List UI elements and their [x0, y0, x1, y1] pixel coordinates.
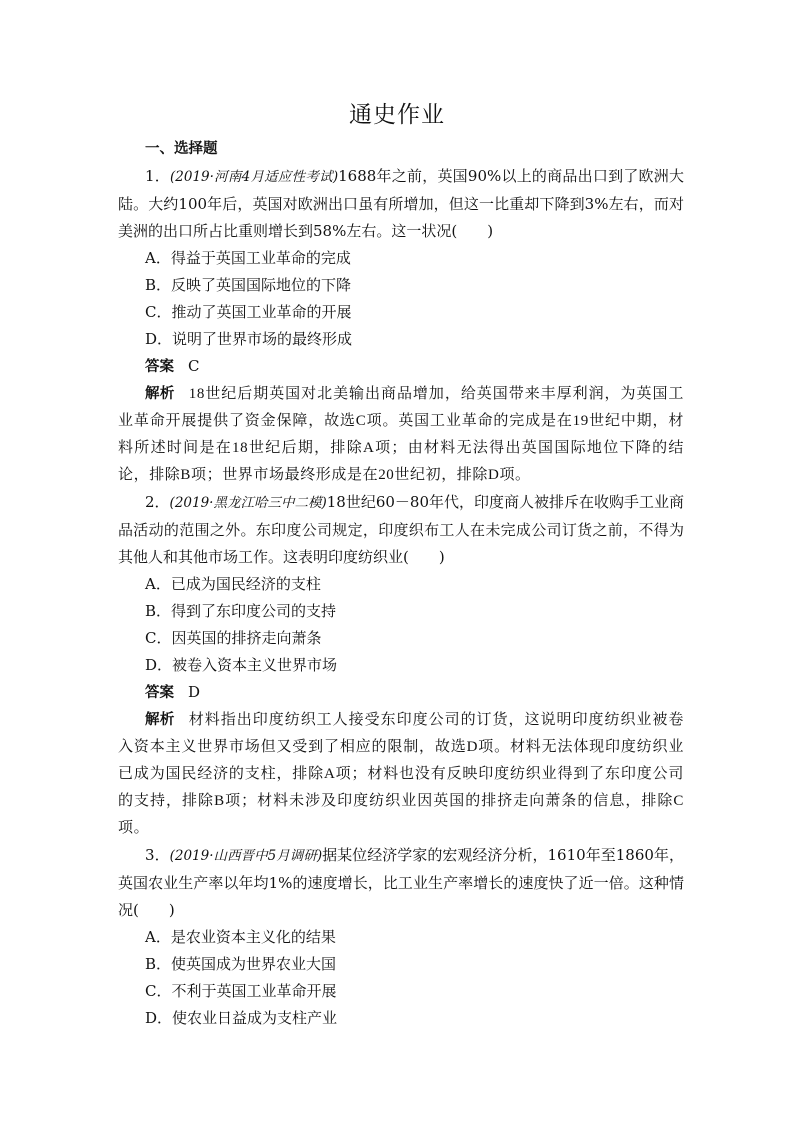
question-1-stem [118, 163, 684, 245]
question-3-text: 据某位经济学家的宏观经济分析，1610年至1860年，英国农业生产率以年均1%的速度增长，比工业生产率增长的速度快了近一倍。这种情况( ) [118, 846, 684, 919]
question-2-stem [118, 489, 684, 571]
question-3-option-d: D．使农业日益成为支柱产业 [145, 1009, 338, 1027]
analysis-label: 解析 [145, 712, 175, 728]
question-3-stem [118, 842, 684, 924]
question-2-answer [145, 679, 684, 707]
question-1-answer [145, 353, 684, 381]
question-3-option-b: B．使英国成为世界农业大国 [145, 955, 337, 973]
question-1-option-a: A．得益于英国工业革命的完成 [145, 249, 351, 267]
analysis-label: 解析 [145, 386, 175, 402]
question-2-option-b: B．得到了东印度公司的支持 [145, 602, 337, 620]
page-title: 通史作业 [349, 102, 445, 128]
question-1-text: 1688年之前，英国90%以上的商品出口到了欧洲大陆。大约100年后，英国对欧洲出口虽有所增加，但这一比重却下降到3%左右，而对美洲的出口所占比重则增长到58%左右。这一状况( ) [118, 167, 685, 240]
question-1-option-d: D．说明了世界市场的最终形成 [145, 330, 353, 348]
question-3-option-a: A．是农业资本主义化的结果 [145, 928, 336, 946]
question-2-source: (2019·黑龙江哈三中二模) [169, 495, 327, 511]
question-3-option-c: C．不利于英国工业革命开展 [145, 982, 337, 1000]
question-2-analysis [118, 707, 684, 842]
question-1-option-c: C．推动了英国工业革命的开展 [145, 303, 352, 321]
answer-label: 答案 [145, 359, 174, 375]
question-1-option-b: B．反映了英国国际地位的下降 [145, 276, 352, 294]
question-1-analysis-text: 18世纪后期英国对北美输出商品增加，给英国带来丰厚利润，为英国工业革命开展提供了资金保障，故选C项。英国工业革命的完成是在19世纪中期，材料所述时间是在18世纪后期，排除A项；由材料无法得出英国国际地位下降的结论，排除B项；世界市场最终形成是在20世纪初，排除D项。 [118, 386, 685, 483]
question-3-number: 3． [145, 846, 170, 864]
question-1-number: 1． [145, 167, 171, 185]
question-2-option-d: D．被卷入资本主义世界市场 [145, 656, 338, 674]
question-1-analysis [118, 381, 684, 489]
answer-label: 答案 [145, 685, 174, 701]
content-body [118, 136, 684, 1032]
question-1-source: (2019·河南4月适应性考试) [170, 169, 339, 185]
question-2-option-c: C．因英国的排挤走向萧条 [145, 629, 322, 647]
question-2-option-a: A．已成为国民经济的支柱 [145, 575, 321, 593]
question-2-number: 2． [145, 493, 170, 511]
question-2-analysis-text: 材料指出印度纺织工人接受东印度公司的订货，这说明印度纺织业被卷入资本主义世界市场但又受到了相应的限制，故选D项。材料无法体现印度纺织业已成为国民经济的支柱，排除A项；材料也没有反映印度纺织业得到了东印度公司的支持，排除B项；材料未涉及印度纺织业因英国的排挤走向萧条的信息，排除C项。 [118, 712, 685, 836]
question-1-answer-value: C [188, 357, 200, 375]
section-heading: 一、选择题 [145, 141, 218, 157]
question-2-answer-value: D [188, 683, 201, 701]
question-3-source: (2019·山西晋中5月调研) [169, 848, 323, 864]
question-2-text: 18世纪60－80年代，印度商人被排斥在收购手工业商品活动的范围之外。东印度公司规定，印度织布工人在未完成公司订货之前，不得为其他人和其他市场工作。这表明印度纺织业( ) [118, 493, 684, 566]
